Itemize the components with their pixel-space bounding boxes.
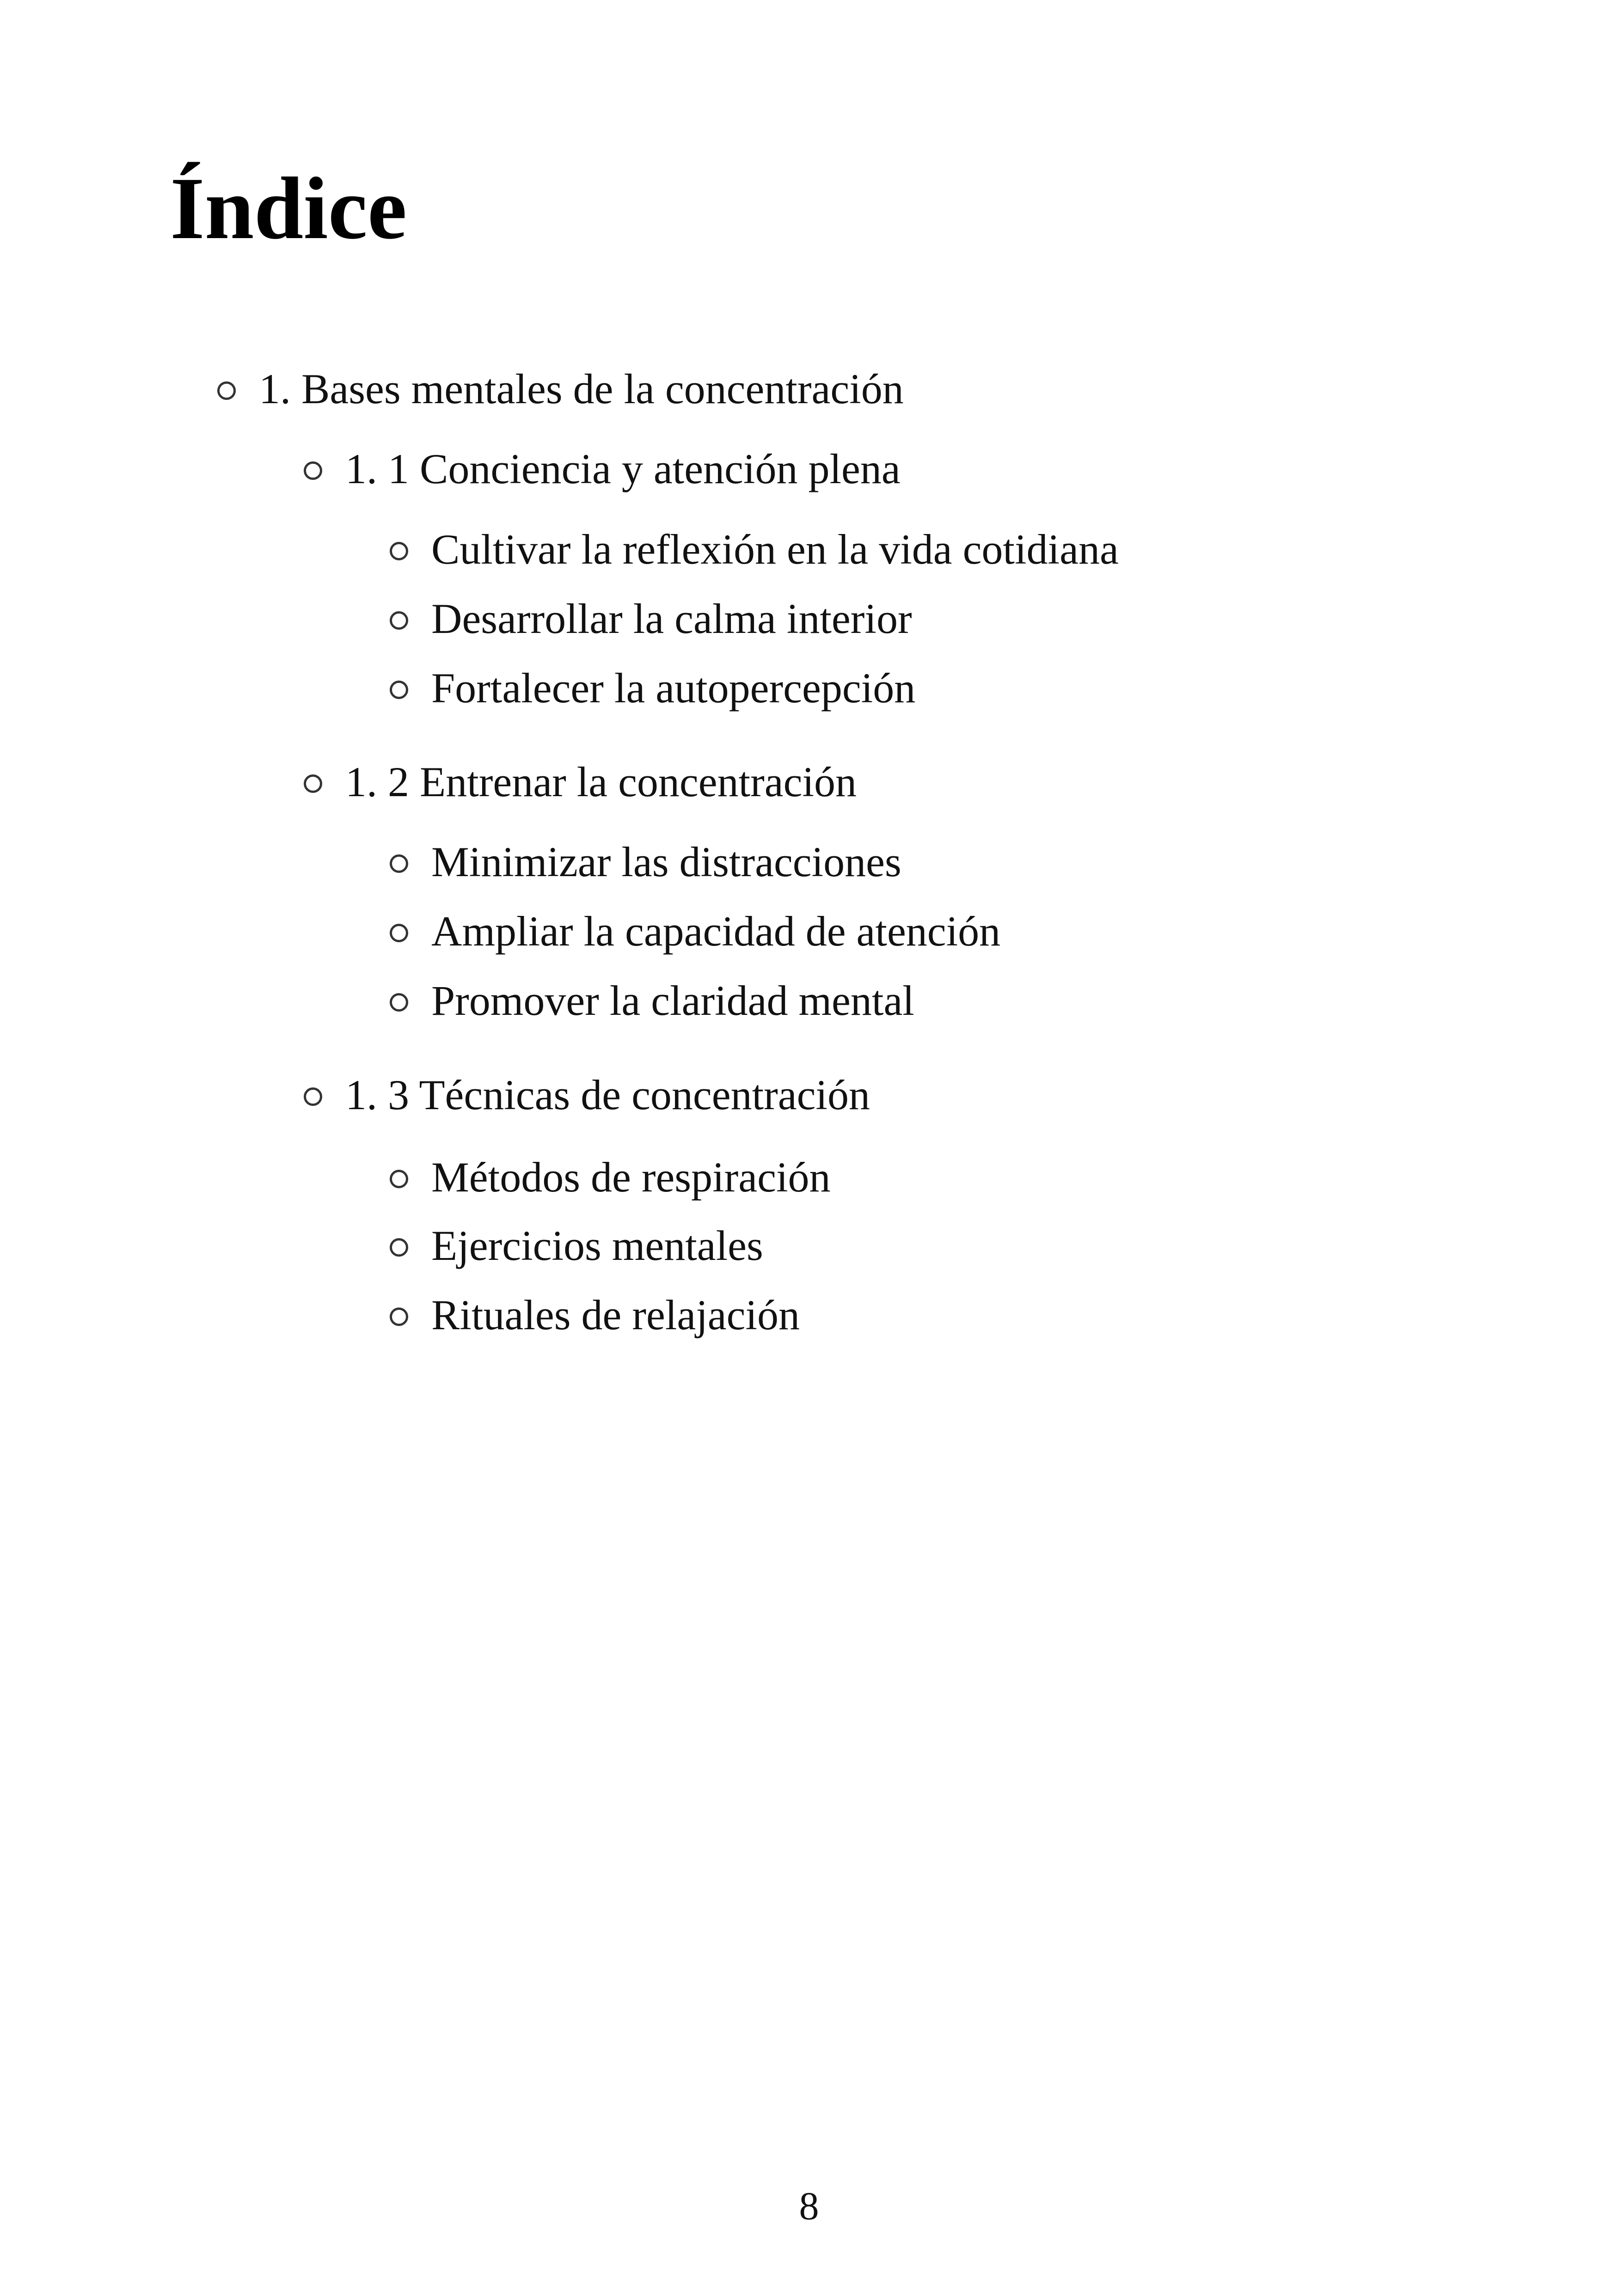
toc-entry-section-1[interactable] xyxy=(217,365,904,412)
circle-bullet-icon xyxy=(390,993,408,1012)
toc-entry-item[interactable] xyxy=(390,664,916,712)
toc-entry-label: Cultivar la reflexión en la vida cotidiana xyxy=(431,526,1119,573)
toc-entry-item[interactable] xyxy=(390,1154,831,1201)
toc-entry-item[interactable] xyxy=(390,597,912,640)
toc-entry-label: Fortalecer la autopercepción xyxy=(431,664,916,712)
toc-entry-label: 1. 2 Entrenar la concentración xyxy=(345,758,857,805)
toc-entry-subsection-1-2[interactable] xyxy=(304,758,857,805)
circle-bullet-icon xyxy=(390,924,408,942)
toc-entry-subsection-1-1[interactable] xyxy=(304,445,901,492)
circle-bullet-icon xyxy=(304,774,322,793)
toc-entry-label: 1. 3 Técnicas de concentración xyxy=(345,1071,870,1118)
toc-entry-label: Rituales de relajación xyxy=(431,1291,800,1338)
circle-bullet-icon xyxy=(390,854,408,873)
circle-bullet-icon xyxy=(390,542,408,560)
circle-bullet-icon xyxy=(390,611,408,630)
circle-bullet-icon xyxy=(304,461,322,480)
toc-entry-label: Métodos de respiración xyxy=(431,1154,831,1201)
circle-bullet-icon xyxy=(390,1170,408,1188)
page-title: Índice xyxy=(170,159,407,258)
toc-entry-label: Minimizar las distracciones xyxy=(431,838,901,885)
toc-entry-label: Ejercicios mentales xyxy=(431,1222,763,1269)
toc-entry-item[interactable] xyxy=(390,908,1001,955)
toc-entry-item[interactable] xyxy=(390,838,901,885)
circle-bullet-icon xyxy=(390,681,408,699)
page-number: 8 xyxy=(799,2184,819,2228)
toc-entry-label: Promover la claridad mental xyxy=(431,977,914,1024)
toc-entry-item[interactable] xyxy=(390,1291,800,1338)
circle-bullet-icon xyxy=(304,1087,322,1106)
toc-entry-subsection-1-3[interactable] xyxy=(304,1071,870,1118)
circle-bullet-icon xyxy=(390,1238,408,1257)
circle-bullet-icon xyxy=(217,381,236,400)
toc-entry-label: 1. Bases mentales de la concentración xyxy=(259,365,904,412)
toc-entry-item[interactable] xyxy=(390,1224,763,1267)
toc-entry-label: Ampliar la capacidad de atención xyxy=(431,908,1001,955)
toc-entry-item[interactable] xyxy=(390,528,1119,571)
toc-entry-item[interactable] xyxy=(390,979,914,1022)
circle-bullet-icon xyxy=(390,1308,408,1326)
toc-entry-label: 1. 1 Conciencia y atención plena xyxy=(345,445,901,492)
toc-entry-label: Desarrollar la calma interior xyxy=(431,595,912,642)
